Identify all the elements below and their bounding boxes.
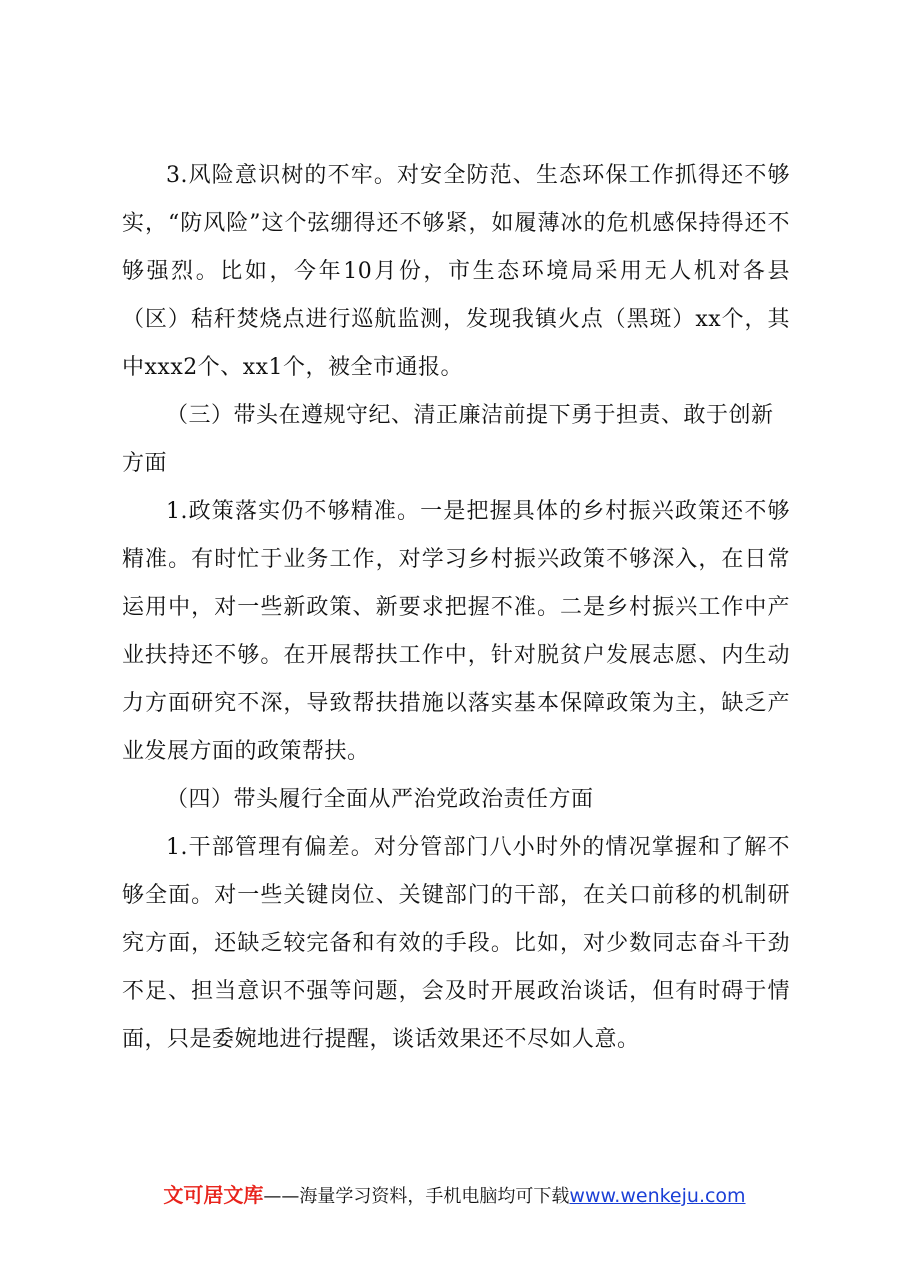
paragraph-policy-implementation: 1.政策落实仍不够精准。一是把握具体的乡村振兴政策还不够精准。有时忙于业务工作，对学习乡村振兴政策不够深入，在日常运用中，对一些新政策、新要求把握不准。二是乡村振兴工作中产业扶持还不够。在开展帮扶工作中，针对脱贫户发展志愿、内生动力方面研究不深，导致帮扶措施以落实基本保障政策为主，缺乏产业发展方面的政策帮扶。: [122, 499, 790, 764]
footer-site-link[interactable]: www.wenkeju.com: [569, 1185, 746, 1207]
footer-brand: 文可居文库: [163, 1183, 264, 1207]
footer-slogan: ——海量学习资料，手机电脑均可下载: [263, 1186, 570, 1207]
section-heading-three: （三）带头在遵规守纪、清正廉洁前提下勇于担责、敢于创新方面: [122, 403, 774, 476]
paragraph-risk-awareness: 3.风险意识树的不牢。对安全防范、生态环保工作抓得还不够实，“防风险”这个弦绷得还不够紧，如履薄冰的危机感保持得还不够强烈。比如，今年10月份，市生态环境局采用无人机对各县（区）秸秆焚烧点进行巡航监测，发现我镇火点（黑斑）xx个，其中xxx2个、xx1个，被全市通报。: [122, 163, 790, 380]
section-heading-four: （四）带头履行全面从严治党政治责任方面: [166, 787, 594, 812]
footer-banner: [0, 1180, 909, 1212]
paragraph-cadre-management: 1.干部管理有偏差。对分管部门八小时外的情况掌握和了解不够全面。对一些关键岗位、关键部门的干部，在关口前移的机制研究方面，还缺乏较完备和有效的手段。比如，对少数同志奋斗干劲不足、担当意识不强等问题，会及时开展政治谈话，但有时碍于情面，只是委婉地进行提醒，谈话效果还不尽如人意。: [122, 835, 790, 1052]
document-body: [122, 152, 790, 1064]
